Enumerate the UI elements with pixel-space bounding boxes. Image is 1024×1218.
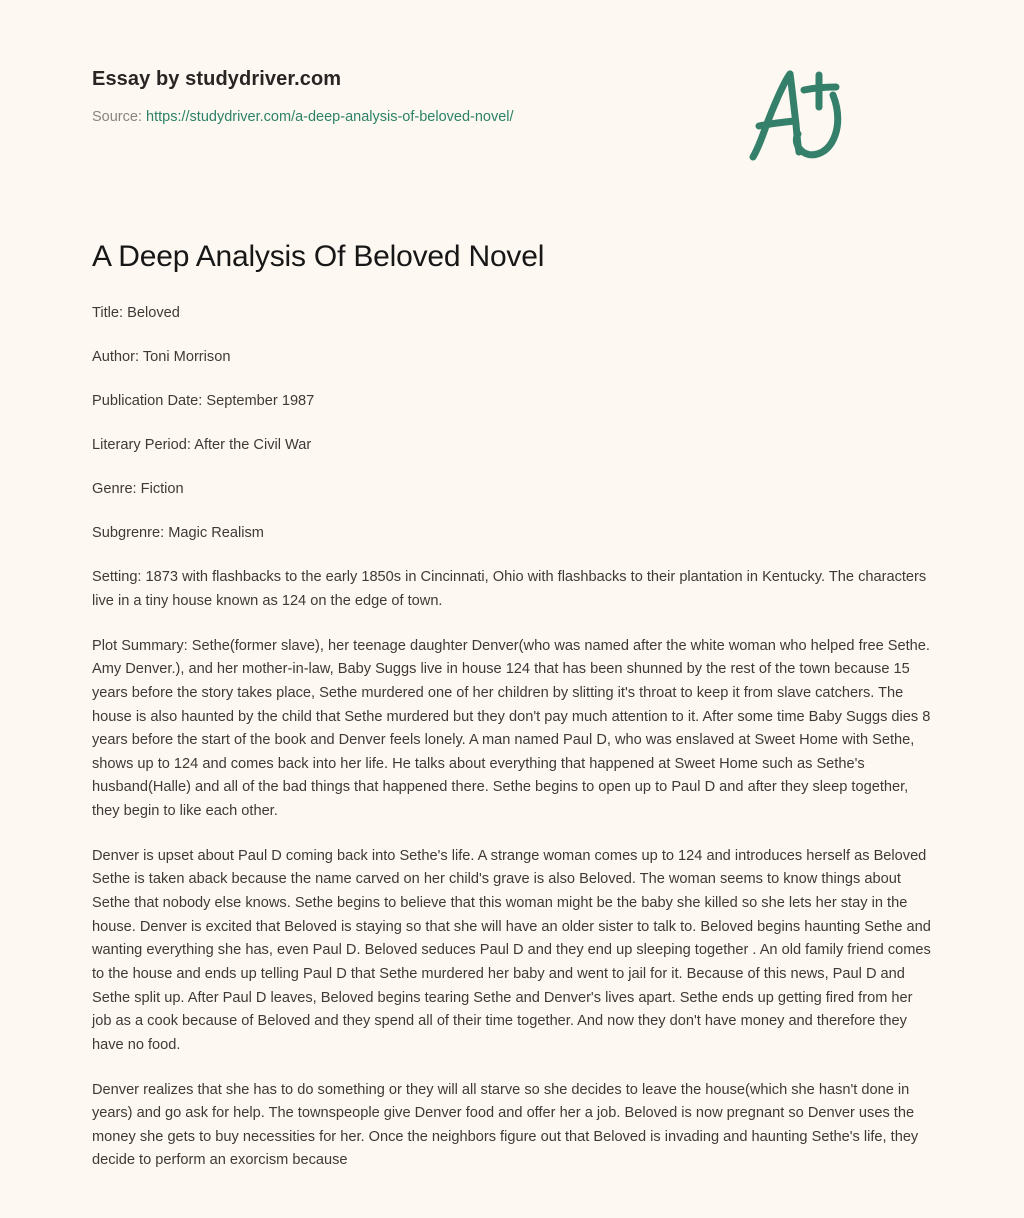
- a-plus-logo-icon: [740, 62, 860, 172]
- meta-author: Author: Toni Morrison: [92, 348, 231, 365]
- meta-title: Title: Beloved: [92, 304, 180, 321]
- meta-genre: Genre: Fiction: [92, 481, 184, 498]
- paragraph-setting: Setting: 1873 with flashbacks to the early 1850s in Cincinnati, Ohio with flashbacks to their plantation in Kentucky. The characters live in a tiny house known as 124 on the edge of town.: [92, 569, 927, 609]
- page-title: A Deep Analysis Of Beloved Novel: [92, 240, 545, 273]
- paragraph-denver-beloved: Denver is upset about Paul D coming back into Sethe's life. A strange woman comes up to 124 and introduces herself as Beloved Sethe is taken aback because the name carved on her child's grave is also Beloved. The woman seems to know things about Sethe that nobody else knows. Sethe begins to believe that this woman might be the baby she killed so she lets her stay in the house. Denver is excited that Beloved is staying so that she will have an older sister to talk to. Beloved begins haunting Sethe and wanting everything she has, even Paul D. Beloved seduces Paul D and they end up sleeping together . An old family friend comes to the house and ends up telling Paul D that Sethe murdered her baby and went to jail for it. Because of this news, Paul D and Sethe split up. After Paul D leaves, Beloved begins tearing Sethe and Denver's lives apart. Sethe ends up getting fired from her job as a cook because of Beloved and they spend all of their time together. And now they don't have money and therefore they have no food.: [92, 847, 931, 1053]
- meta-literary-period: Literary Period: After the Civil War: [92, 436, 312, 453]
- source-url-link[interactable]: https://studydriver.com/a-deep-analysis-of-beloved-novel/: [146, 109, 514, 125]
- page-header: [92, 0, 932, 128]
- essay-body: [92, 276, 932, 1174]
- paragraph-denver-help: Denver realizes that she has to do something or they will all starve so she decides to leave the house(which she hasn't done in years) and go ask for help. The townspeople give Denver food and offer her a job. Beloved is now pregnant so Denver uses the money she gets to buy necessities for her. Once the neighbors figure out that Beloved is invading and haunting Sethe's life, they decide to perform an exorcism because: [92, 1081, 919, 1169]
- essay-byline: Essay by studydriver.com: [92, 68, 342, 90]
- meta-subgenre: Subgrenre: Magic Realism: [92, 525, 264, 542]
- meta-publication-date: Publication Date: September 1987: [92, 392, 315, 409]
- source-label: Source:: [92, 109, 142, 125]
- paragraph-plot-summary: Plot Summary: Sethe(former slave), her teenage daughter Denver(who was named after the white woman who helped free Sethe. Amy Denver.), and her mother-in-law, Baby Suggs live in house 124 that has been shunned by the rest of the town because 15 years before the story takes place, Sethe murdered one of her children by slitting it's throat to keep it from slave catchers. The house is also haunted by the child that Sethe murdered but they don't pay much attention to it. After some time Baby Suggs dies 8 years before the start of the book and Denver feels lonely. A man named Paul D, who was enslaved at Sweet Home with Sethe, shows up to 124 and comes back into her life. He talks about everything that happened at Sweet Home such as Sethe's husband(Halle) and all of the bad things that happened there. Sethe begins to open up to Paul D and after they sleep together, they begin to like each other.: [92, 637, 931, 820]
